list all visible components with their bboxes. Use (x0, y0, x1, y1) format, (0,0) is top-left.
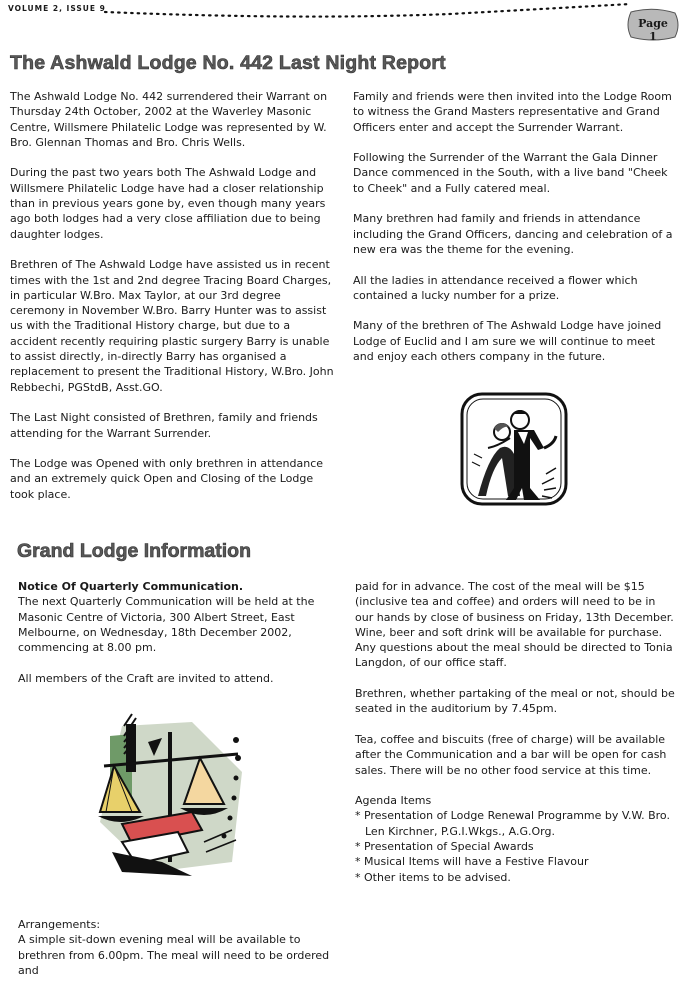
paragraph: Family and friends were then invited into the Lodge Room to witness the Grand Masters representative and Grand Officers enter and accept the Surrender Warrant. (353, 90, 672, 134)
agenda-item: * Presentation of Special Awards (355, 840, 534, 854)
agenda-heading: Agenda Items (355, 794, 432, 808)
paragraph: The Lodge was Opened with only brethren in attendance and an extremely quick Open and Closing of the Lodge took place. (10, 457, 324, 501)
notice-text: The next Quarterly Communication will be held at the Masonic Centre of Victoria, 300 Albert Street, East Melbourne, on Wednesday, 18th December 2002, commencing at 8.00 pm. (18, 595, 315, 655)
grand-lodge-right-column (355, 579, 675, 885)
page-number: Page 1 (638, 17, 668, 43)
article-left-column (10, 89, 338, 517)
article-right-column (353, 89, 673, 380)
article-title: The Ashwald Lodge No. 442 Last Night Report (10, 52, 446, 74)
section-title: Grand Lodge Information (17, 540, 251, 562)
agenda-item: * Musical Items will have a Festive Flavour (355, 855, 589, 869)
dancing-couple-clipart (458, 388, 570, 508)
agenda-list (355, 808, 675, 884)
paragraph: Many brethren had family and friends in attendance including the Grand Officers, dancing and celebration of a new era was the theme for the evening. (353, 212, 673, 256)
paragraph: Brethren, whether partaking of the meal or not, should be seated in the auditorium by 7.45pm. (355, 687, 675, 716)
arrangements-heading: Arrangements: (18, 918, 101, 931)
paragraph: All the ladies in attendance received a flower which contained a lucky number for a prize. (353, 273, 638, 302)
volume-issue: VOLUME 2, ISSUE 9 (8, 4, 106, 13)
arrangements-block (18, 917, 336, 978)
invite-text: All members of the Craft are invited to attend. (18, 671, 274, 685)
notice-heading: Notice Of Quarterly Communication. (18, 580, 244, 593)
scales-clipart (92, 712, 248, 882)
agenda-item: * Presentation of Lodge Renewal Programme by V.W. Bro. Len Kirchner, P.G.I.Wkgs., A.G.Org. (355, 809, 670, 838)
paragraph: The Last Night consisted of Brethren, family and friends attending for the Warrant Surrender. (10, 411, 318, 440)
paragraph: The Ashwald Lodge No. 442 surrendered their Warrant on Thursday 24th October, 2002 at the Waverley Masonic Centre, Willsmere Philatelic Lodge was represented by W. Bro. Glennan Thomas and Bro. Chris Wells. (10, 90, 328, 149)
agenda-item: * Other items to be advised. (355, 870, 511, 884)
paragraph: Many of the brethren of The Ashwald Lodge have joined Lodge of Euclid and I am sure we will continue to meet and enjoy each others company in the future. (353, 319, 662, 364)
paragraph: During the past two years both The Ashwald Lodge and Willsmere Philatelic Lodge have had a closer relationship than in previous years gone by, even though many years ago both lodges had a very close affiliation due to being daughter lodges. (10, 166, 326, 241)
paragraph: paid for in advance. The cost of the meal will be $15 (inclusive tea and coffee) and orders will need to be in our hands by close of business on Friday, 13th December. Wine, beer and soft drink will be available for purchase. Any questions about the meal should be directed to Tonia Langdon, of our office staff. (355, 580, 674, 670)
arrangements-text: A simple sit-down evening meal will be available to brethren from 6.00pm. The meal will need to be ordered and (18, 933, 330, 977)
grand-lodge-left-column (18, 579, 336, 701)
paragraph: Tea, coffee and biscuits (free of charge) will be available after the Communication and a bar will be open for cash sales. There will be no other food service at this time. (355, 732, 667, 777)
paragraph: Brethren of The Ashwald Lodge have assisted us in recent times with the 1st and 2nd degree Tracing Board Charges, in particular W.Bro. Max Taylor, at our 3rd degree ceremony in November W.Bro. Barry Hunter was to assist us with the Traditional History charge, but due to a accident recently requiring plastic surgery Barry is unable to assist directly, in-directly Barry has organised a replacement to present the Traditional History, W.Bro. John Rebbechi, PGStdB, Asst.GO. (10, 258, 334, 394)
paragraph: Following the Surrender of the Warrant the Gala Dinner Dance commenced in the South, with a live band "Cheek to Cheek" and a Fully catered meal. (353, 151, 668, 195)
